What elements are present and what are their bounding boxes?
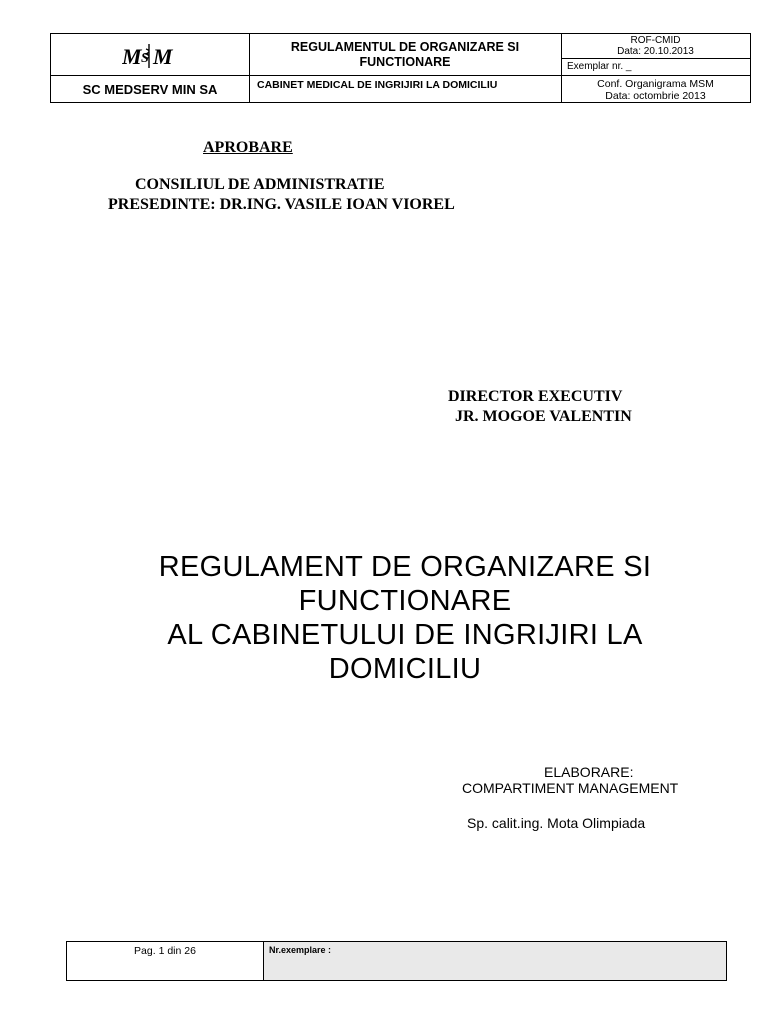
svg-text:M: M bbox=[153, 43, 173, 69]
exemplar-number: Exemplar nr. _ bbox=[567, 61, 632, 72]
approval-heading: APROBARE bbox=[203, 139, 293, 156]
page-number: Pag. 1 din 26 bbox=[67, 942, 264, 980]
svg-text:M: M bbox=[122, 43, 142, 69]
elaboration-label: ELABORARE: bbox=[544, 764, 634, 780]
document-title: REGULAMENTUL DE ORGANIZARE SI FUNCTIONARE bbox=[290, 39, 520, 69]
company-name: SC MEDSERV MIN SA bbox=[82, 82, 218, 97]
msm-logo-icon bbox=[122, 40, 178, 70]
main-title bbox=[60, 550, 750, 686]
document-code-cell bbox=[561, 34, 750, 58]
president-name: PRESEDINTE: DR.ING. VASILE IOAN VIOREL bbox=[108, 196, 455, 213]
elaboration-person: Sp. calit.ing. Mota Olimpiada bbox=[467, 815, 646, 831]
director-name: JR. MOGOE VALENTIN bbox=[455, 408, 632, 425]
document-subtitle: CABINET MEDICAL DE INGRIJIRI LA DOMICILIU bbox=[257, 79, 498, 91]
director-title: DIRECTOR EXECUTIV bbox=[448, 388, 623, 405]
document-header-table bbox=[50, 33, 751, 103]
document-code: ROF-CMID bbox=[630, 34, 681, 46]
company-logo bbox=[51, 34, 249, 75]
main-title-line: DOMICILIU bbox=[328, 653, 482, 685]
organigram-date: Data: octombrie 2013 bbox=[605, 89, 706, 102]
copies-label: Nr.exemplare : bbox=[264, 942, 726, 980]
main-title-line: AL CABINETULUI DE INGRIJIRI LA bbox=[167, 619, 643, 651]
main-title-line: FUNCTIONARE bbox=[298, 585, 512, 617]
document-footer-table bbox=[66, 941, 727, 981]
board-name: CONSILIUL DE ADMINISTRATIE bbox=[135, 176, 385, 193]
svg-text:S: S bbox=[141, 50, 149, 66]
organigram-conf: Conf. Organigrama MSM bbox=[597, 77, 714, 90]
organigram-cell bbox=[561, 75, 750, 104]
document-date: Data: 20.10.2013 bbox=[617, 46, 694, 57]
elaboration-department: COMPARTIMENT MANAGEMENT bbox=[462, 780, 679, 796]
main-title-line: REGULAMENT DE ORGANIZARE SI bbox=[158, 551, 652, 583]
